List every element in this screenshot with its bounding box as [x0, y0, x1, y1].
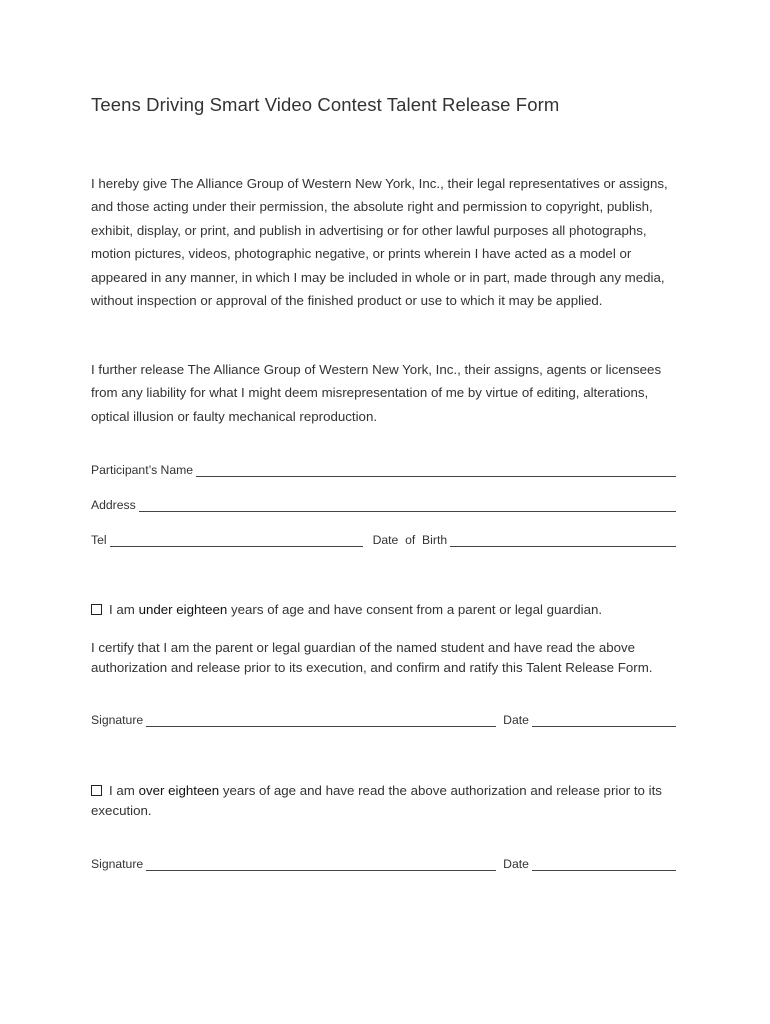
over-eighteen-option [91, 781, 681, 820]
guardian-date-field[interactable] [532, 713, 676, 727]
adult-signature-row [91, 853, 676, 871]
release-paragraph-1: I hereby give The Alliance Group of Western New York, Inc., their legal representatives or assigns, and those acting under their permission, the absolute right and permission to copyright, publish, exhibit, display, or print, and publish in advertising or for other lawful purposes all photographs, motion pictures, videos, photographic negative, or prints wherein I have acted as a model or appeared in any manner, in which I may be included in whole or in part, made through any media, without inspection or approval of the finished product or use to which it may be applied. [91, 176, 668, 309]
dob-field[interactable] [450, 533, 676, 547]
address-field[interactable] [139, 498, 676, 512]
guardian-signature-label: Signature [91, 713, 144, 727]
participant-name-row [91, 459, 676, 477]
guardian-date-label: Date [503, 713, 529, 727]
under-eighteen-checkbox[interactable] [91, 604, 102, 615]
address-row [91, 494, 676, 512]
under-eighteen-suffix: years of age and have consent from a parent or legal guardian. [227, 602, 603, 617]
adult-date-label: Date [503, 857, 529, 871]
adult-date-field[interactable] [532, 857, 676, 871]
participant-name-label: Participant’s Name [91, 463, 194, 477]
participant-name-field[interactable] [196, 463, 676, 477]
tel-dob-row [91, 529, 676, 547]
under-eighteen-option [91, 600, 681, 620]
guardian-signature-field[interactable] [146, 713, 496, 727]
guardian-signature-row [91, 709, 676, 727]
over-eighteen-emphasis: over eighteen [138, 783, 220, 798]
adult-signature-label: Signature [91, 857, 144, 871]
over-eighteen-checkbox[interactable] [91, 785, 102, 796]
release-paragraph-2: I further release The Alliance Group of Western New York, Inc., their assigns, agents or licensees from any liability for what I might deem misrepresentation of me by virtue of editing, alterations, optical illusion or faulty mechanical reproduction. [91, 362, 662, 424]
over-eighteen-prefix: I am [109, 783, 139, 798]
dob-label: Date of Birth [372, 533, 448, 547]
tel-label: Tel [91, 533, 107, 547]
guardian-certification: I certify that I am the parent or legal guardian of the named student and have read the above authorization and release prior to its execution, and confirm and ratify this Talent Release Form. [91, 640, 653, 675]
under-eighteen-emphasis: under eighteen [138, 602, 228, 617]
form-title: Teens Driving Smart Video Contest Talent Release Form [91, 94, 560, 115]
over-eighteen-suffix: years of age and have read the above authorization and release prior to its execution. [91, 783, 662, 818]
under-eighteen-prefix: I am [109, 602, 139, 617]
address-label: Address [91, 498, 136, 512]
adult-signature-field[interactable] [146, 857, 496, 871]
tel-field[interactable] [110, 533, 363, 547]
